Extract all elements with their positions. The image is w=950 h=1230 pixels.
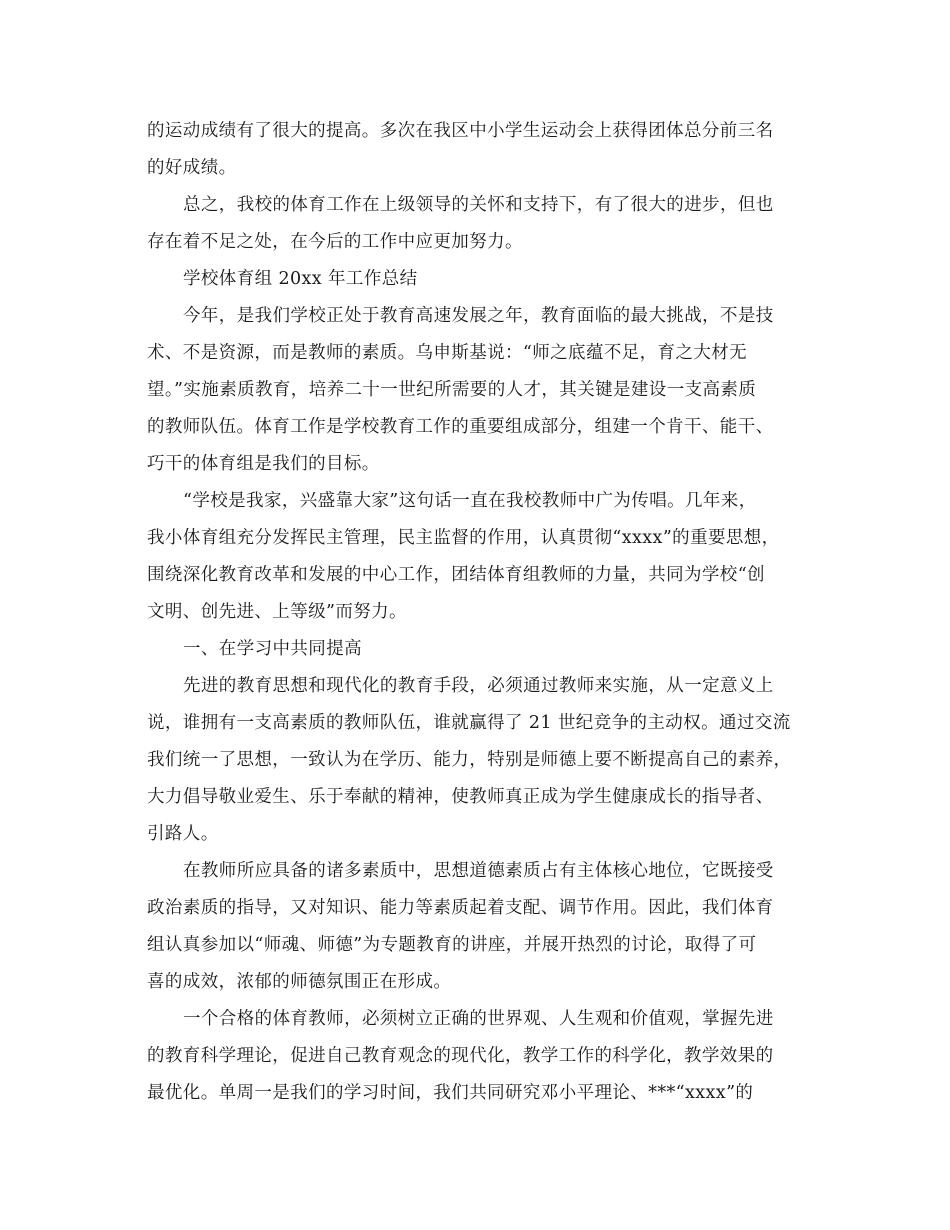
text-line: 文明、创先进、上等级”而努力。 — [147, 602, 407, 622]
text-line: 在教师所应具备的诸多素质中，思想道德素质占有主体核心地位，它既接受 — [183, 861, 774, 881]
text-line: 政治素质的指导，又对知识、能力等素质起着支配、调节作用。因此，我们体育 — [147, 898, 774, 918]
text-line: 先进的教育思想和现代化的教育手段，必须通过教师来实施，从一定意义上 — [183, 676, 774, 696]
text-line: 我们统一了思想，一致认为在学历、能力，特别是师德上要不断提高自己的素养， — [147, 750, 792, 770]
text-line: 总之，我校的体育工作在上级领导的关怀和支持下，有了很大的进步，但也 — [183, 195, 774, 215]
text-line: 巧干的体育组是我们的目标。 — [147, 454, 380, 474]
text-line: 喜的成效，浓郁的师德氛围正在形成。 — [147, 972, 452, 992]
section-heading: 一、在学习中共同提高 — [183, 639, 362, 659]
text-line: 说，谁拥有一支高素质的教师队伍，谁就赢得了 21 世纪竞争的主动权。通过交流 — [147, 713, 791, 733]
text-line: 望。”实施素质教育，培养二十一世纪所需要的人才，其关键是建设一支高素质 — [147, 380, 757, 400]
text-line: 的教师队伍。体育工作是学校教育工作的重要组成部分，组建一个肯干、能干、 — [147, 417, 774, 437]
section-title: 学校体育组 20xx 年工作总结 — [183, 269, 418, 289]
text-line: 大力倡导敬业爱生、乐于奉献的精神，使教师真正成为学生健康成长的指导者、 — [147, 787, 774, 807]
text-line: 的教育科学理论，促进自己教育观念的现代化，教学工作的科学化，教学效果的 — [147, 1046, 774, 1066]
text-line: 术、不是资源，而是教师的素质。乌申斯基说：“师之底蕴不足，育之大材无 — [147, 343, 748, 363]
text-line: 围绕深化教育改革和发展的中心工作，团结体育组教师的力量，共同为学校“创 — [147, 565, 765, 585]
text-line: 一个合格的体育教师，必须树立正确的世界观、人生观和价值观，掌握先进 — [183, 1009, 774, 1029]
text-line: 今年，是我们学校正处于教育高速发展之年，教育面临的最大挑战，不是技 — [183, 306, 774, 326]
text-line: 引路人。 — [147, 824, 219, 844]
text-line: 的运动成绩有了很大的提高。多次在我区中小学生运动会上获得团体总分前三名 — [147, 121, 774, 141]
text-line: 最优化。单周一是我们的学习时间，我们共同研究邓小平理论、***“xxxx”的 — [147, 1083, 754, 1103]
text-line: 的好成绩。 — [147, 158, 237, 178]
text-line: 存在着不足之处，在今后的工作中应更加努力。 — [147, 232, 523, 252]
text-line: 我小体育组充分发挥民主管理，民主监督的作用，认真贯彻“xxxx”的重要思想， — [147, 528, 780, 548]
text-line: 组认真参加以“师魂、师德”为专题教育的讲座，并展开热烈的讨论，取得了可 — [147, 935, 757, 955]
document-body — [147, 113, 817, 1112]
text-line: “学校是我家，兴盛靠大家”这句话一直在我校教师中广为传唱。几年来， — [183, 491, 757, 511]
